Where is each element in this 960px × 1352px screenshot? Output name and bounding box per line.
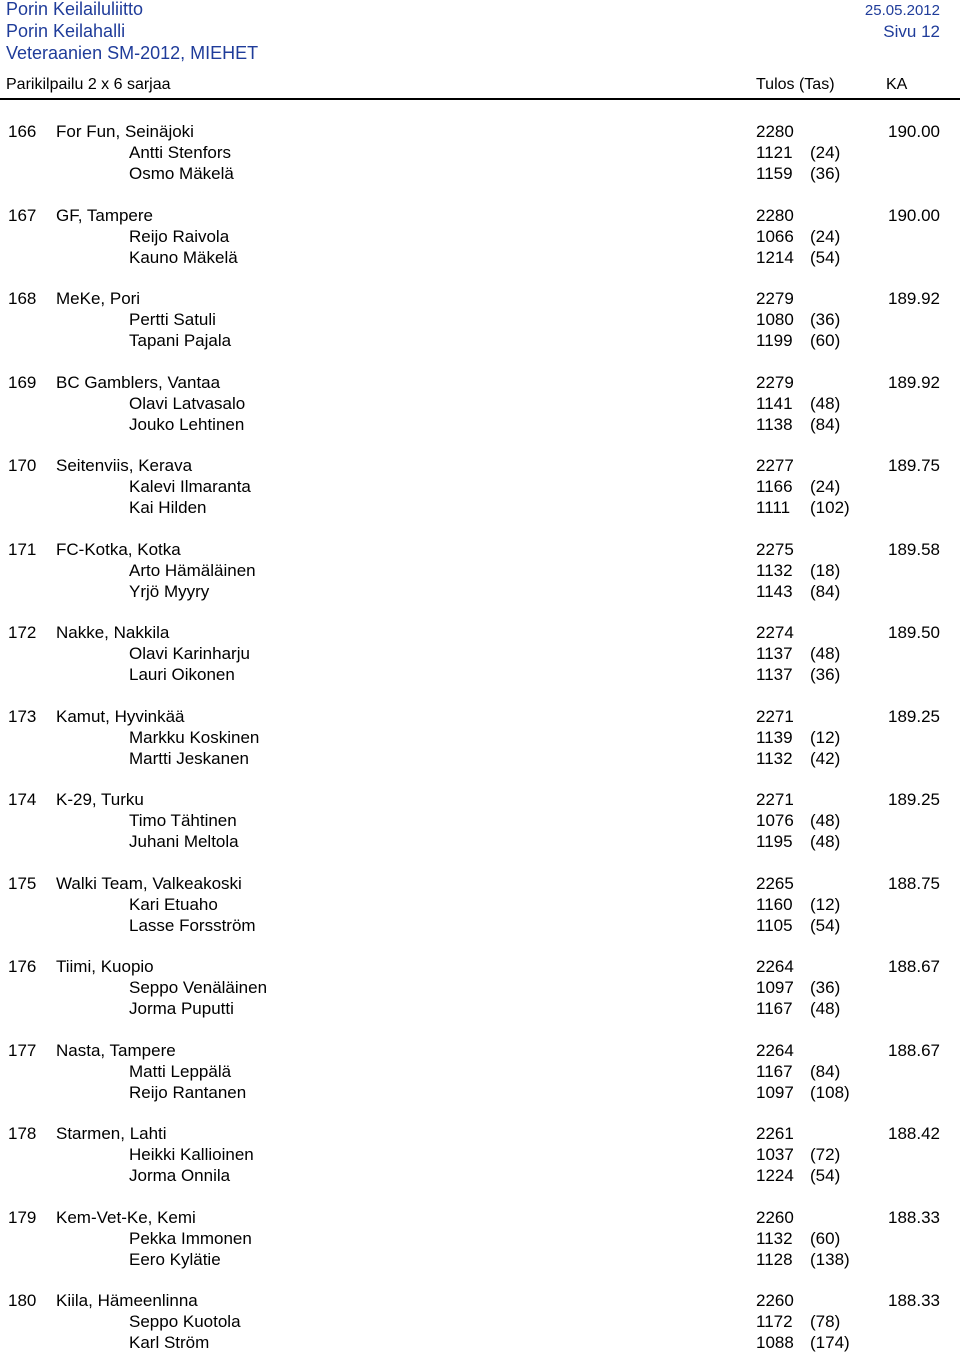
team-rank: 176	[8, 957, 37, 976]
player-name: Karl Ström	[129, 1333, 210, 1352]
player-score: 1076	[756, 811, 794, 830]
team-rank: 169	[8, 372, 37, 392]
player-row	[0, 142, 960, 163]
competition-title: Parikilpailu 2 x 6 sarjaa	[6, 76, 171, 93]
player-name: Eero Kylätie	[129, 1249, 221, 1269]
player-row	[0, 664, 960, 685]
player-name: Markku Koskinen	[129, 727, 260, 747]
team-rank: 175	[8, 873, 37, 893]
team-name: BC Gamblers, Vantaa	[56, 372, 221, 392]
player-name: Jouko Lehtinen	[129, 414, 245, 434]
player-handicap: (24)	[810, 477, 841, 496]
player-row	[0, 748, 960, 769]
player-score: 1132	[756, 1228, 793, 1248]
player-row	[0, 977, 960, 998]
player-score: 1224	[756, 1166, 794, 1185]
team-total: 2261	[756, 1124, 794, 1143]
player-name: Kai Hilden	[129, 498, 207, 517]
player-row	[0, 226, 960, 247]
team-total: 2271	[756, 790, 794, 809]
team-average: 188.42	[888, 1124, 940, 1143]
team-row	[0, 706, 960, 727]
team-name: Nasta, Tampere	[56, 1040, 176, 1060]
report-date: 25.05.2012	[864, 2, 940, 19]
player-handicap: (102)	[810, 498, 850, 517]
player-score: 1128	[756, 1249, 793, 1269]
player-name: Juhani Meltola	[129, 832, 239, 851]
player-score: 1166	[756, 477, 793, 496]
player-row	[0, 810, 960, 831]
player-score: 1037	[756, 1145, 794, 1164]
player-score: 1143	[756, 581, 793, 601]
player-score: 1121	[756, 143, 793, 162]
player-handicap: (24)	[810, 226, 841, 246]
player-name: Jorma Onnila	[129, 1166, 231, 1185]
team-row	[0, 455, 960, 476]
player-name: Kari Etuaho	[129, 894, 218, 914]
team-total: 2275	[756, 539, 794, 559]
player-row	[0, 497, 960, 518]
player-handicap: (84)	[810, 1061, 841, 1081]
player-score: 1111	[756, 498, 791, 517]
team-name: For Fun, Seinäjoki	[56, 122, 194, 141]
player-score: 1137	[756, 665, 793, 684]
team-entry	[0, 455, 960, 539]
player-row	[0, 1228, 960, 1249]
player-name: Osmo Mäkelä	[129, 164, 234, 183]
team-rank: 173	[8, 706, 37, 726]
player-row	[0, 163, 960, 184]
results-list	[0, 121, 960, 1352]
team-name: Walki Team, Valkeakoski	[56, 873, 242, 893]
player-row	[0, 1144, 960, 1165]
result-column-header: Tulos (Tas)	[756, 76, 835, 93]
team-name: GF, Tampere	[56, 205, 154, 225]
team-rank: 167	[8, 205, 37, 225]
player-row	[0, 414, 960, 435]
team-name: FC-Kotka, Kotka	[56, 539, 181, 559]
player-row	[0, 1249, 960, 1270]
player-handicap: (60)	[810, 1228, 841, 1248]
player-name: Antti Stenfors	[129, 143, 232, 162]
player-handicap: (84)	[810, 414, 841, 434]
team-total: 2280	[756, 122, 794, 141]
team-total: 2279	[756, 289, 794, 308]
player-row	[0, 309, 960, 330]
player-handicap: (48)	[810, 999, 841, 1018]
team-row	[0, 121, 960, 142]
player-handicap: (12)	[810, 894, 841, 914]
team-total: 2260	[756, 1207, 794, 1227]
column-header-row	[0, 74, 960, 100]
player-score: 1105	[756, 915, 793, 935]
team-average: 189.75	[888, 456, 940, 475]
player-handicap: (36)	[810, 164, 841, 183]
team-total: 2277	[756, 456, 794, 475]
player-handicap: (48)	[810, 393, 841, 413]
player-row	[0, 727, 960, 748]
team-row	[0, 288, 960, 309]
player-score: 1160	[756, 894, 793, 914]
team-entry	[0, 1207, 960, 1291]
team-rank: 178	[8, 1124, 37, 1143]
player-handicap: (60)	[810, 331, 841, 350]
player-score: 1088	[756, 1333, 794, 1352]
player-row	[0, 476, 960, 497]
player-handicap: (72)	[810, 1145, 841, 1164]
team-average: 189.92	[888, 289, 940, 308]
team-rank: 172	[8, 623, 37, 642]
team-rank: 174	[8, 790, 37, 809]
team-entry	[0, 539, 960, 623]
team-row	[0, 789, 960, 810]
player-row	[0, 560, 960, 581]
team-average: 189.25	[888, 790, 940, 809]
player-name: Lauri Oikonen	[129, 665, 235, 684]
event-title: Veteraanien SM-2012, MIEHET	[6, 43, 259, 63]
player-name: Martti Jeskanen	[129, 748, 249, 768]
player-name: Timo Tähtinen	[129, 811, 237, 830]
team-total: 2271	[756, 706, 794, 726]
team-total: 2274	[756, 623, 794, 642]
player-handicap: (36)	[810, 310, 841, 329]
player-score: 1214	[756, 247, 794, 267]
player-row	[0, 1061, 960, 1082]
team-average: 190.00	[888, 122, 940, 141]
team-name: K-29, Turku	[56, 790, 144, 809]
player-handicap: (54)	[810, 1166, 841, 1185]
team-entry	[0, 288, 960, 372]
player-score: 1137	[756, 644, 793, 663]
team-average: 189.92	[888, 372, 940, 392]
team-entry	[0, 706, 960, 790]
player-row	[0, 998, 960, 1019]
team-entry	[0, 121, 960, 205]
team-row	[0, 1290, 960, 1311]
team-name: MeKe, Pori	[56, 289, 141, 308]
player-handicap: (78)	[810, 1312, 841, 1331]
player-row	[0, 247, 960, 268]
team-name: Nakke, Nakkila	[56, 623, 170, 642]
player-score: 1132	[756, 748, 793, 768]
average-column-header: KA	[886, 76, 908, 93]
team-rank: 180	[8, 1291, 37, 1310]
team-name: Seitenviis, Kerava	[56, 456, 193, 475]
team-name: Tiimi, Kuopio	[56, 957, 154, 976]
team-total: 2260	[756, 1291, 794, 1310]
team-row	[0, 1207, 960, 1228]
player-handicap: (84)	[810, 581, 841, 601]
player-row	[0, 1165, 960, 1186]
player-name: Tapani Pajala	[129, 331, 232, 350]
team-entry	[0, 1290, 960, 1352]
player-handicap: (12)	[810, 727, 841, 747]
player-score: 1097	[756, 1082, 794, 1102]
player-row	[0, 1082, 960, 1103]
team-average: 188.67	[888, 957, 940, 976]
team-row	[0, 539, 960, 560]
player-name: Pekka Immonen	[129, 1228, 252, 1248]
player-score: 1195	[756, 832, 793, 851]
team-entry	[0, 789, 960, 873]
team-name: Kamut, Hyvinkää	[56, 706, 185, 726]
team-row	[0, 956, 960, 977]
player-name: Seppo Venäläinen	[129, 978, 268, 997]
player-handicap: (48)	[810, 644, 841, 663]
player-handicap: (48)	[810, 832, 841, 851]
team-entry	[0, 956, 960, 1040]
team-rank: 177	[8, 1040, 37, 1060]
player-handicap: (174)	[810, 1333, 850, 1352]
player-score: 1139	[756, 727, 793, 747]
player-name: Olavi Karinharju	[129, 644, 250, 663]
player-handicap: (36)	[810, 978, 841, 997]
player-handicap: (42)	[810, 748, 841, 768]
player-row	[0, 915, 960, 936]
team-entry	[0, 1040, 960, 1124]
player-score: 1199	[756, 331, 793, 350]
team-entry	[0, 205, 960, 289]
player-handicap: (36)	[810, 665, 841, 684]
player-row	[0, 643, 960, 664]
player-name: Kauno Mäkelä	[129, 247, 238, 267]
player-row	[0, 1332, 960, 1352]
organization-name: Porin Keilailuliitto	[6, 0, 144, 19]
player-name: Kalevi Ilmaranta	[129, 477, 251, 496]
player-name: Pertti Satuli	[129, 310, 216, 329]
team-average: 188.67	[888, 1040, 940, 1060]
player-handicap: (138)	[810, 1249, 850, 1269]
team-rank: 168	[8, 289, 37, 308]
player-handicap: (54)	[810, 247, 841, 267]
player-row	[0, 894, 960, 915]
team-average: 189.25	[888, 706, 940, 726]
player-score: 1138	[756, 414, 793, 434]
page-number: Sivu 12	[883, 22, 940, 41]
player-score: 1172	[756, 1312, 793, 1331]
player-score: 1066	[756, 226, 794, 246]
team-row	[0, 1040, 960, 1061]
player-handicap: (18)	[810, 560, 841, 580]
player-handicap: (48)	[810, 811, 841, 830]
player-handicap: (24)	[810, 143, 841, 162]
player-row	[0, 581, 960, 602]
player-handicap: (54)	[810, 915, 841, 935]
player-handicap: (108)	[810, 1082, 850, 1102]
team-name: Starmen, Lahti	[56, 1124, 167, 1143]
team-total: 2265	[756, 873, 794, 893]
player-score: 1167	[756, 1061, 793, 1081]
team-average: 190.00	[888, 205, 940, 225]
team-row	[0, 205, 960, 226]
team-rank: 171	[8, 539, 37, 559]
player-score: 1159	[756, 164, 793, 183]
player-score: 1097	[756, 978, 794, 997]
team-row	[0, 622, 960, 643]
player-score: 1141	[756, 393, 793, 413]
venue-name: Porin Keilahalli	[6, 21, 126, 41]
player-name: Olavi Latvasalo	[129, 393, 246, 413]
player-name: Arto Hämäläinen	[129, 560, 256, 580]
team-entry	[0, 1123, 960, 1207]
player-name: Jorma Puputti	[129, 999, 234, 1018]
team-entry	[0, 873, 960, 957]
team-entry	[0, 372, 960, 456]
team-row	[0, 372, 960, 393]
player-name: Heikki Kallioinen	[129, 1145, 254, 1164]
team-total: 2279	[756, 372, 794, 392]
team-total: 2264	[756, 1040, 794, 1060]
team-row	[0, 873, 960, 894]
team-average: 189.50	[888, 623, 940, 642]
player-score: 1132	[756, 560, 793, 580]
team-name: Kem-Vet-Ke, Kemi	[56, 1207, 196, 1227]
player-row	[0, 1311, 960, 1332]
team-rank: 170	[8, 456, 37, 475]
team-total: 2280	[756, 205, 794, 225]
player-row	[0, 330, 960, 351]
player-name: Reijo Rantanen	[129, 1082, 247, 1102]
team-average: 188.33	[888, 1207, 940, 1227]
team-average: 188.33	[888, 1291, 940, 1310]
player-score: 1080	[756, 310, 794, 329]
team-average: 188.75	[888, 873, 940, 893]
player-name: Yrjö Myyry	[129, 581, 210, 601]
player-row	[0, 393, 960, 414]
player-score: 1167	[756, 999, 793, 1018]
team-name: Kiila, Hämeenlinna	[56, 1291, 198, 1310]
team-total: 2264	[756, 957, 794, 976]
player-name: Lasse Forsström	[129, 915, 256, 935]
player-name: Seppo Kuotola	[129, 1312, 241, 1331]
team-average: 189.58	[888, 539, 940, 559]
team-rank: 166	[8, 122, 37, 141]
team-row	[0, 1123, 960, 1144]
player-name: Reijo Raivola	[129, 226, 230, 246]
player-row	[0, 831, 960, 852]
team-rank: 179	[8, 1207, 37, 1227]
player-name: Matti Leppälä	[129, 1061, 232, 1081]
team-entry	[0, 622, 960, 706]
